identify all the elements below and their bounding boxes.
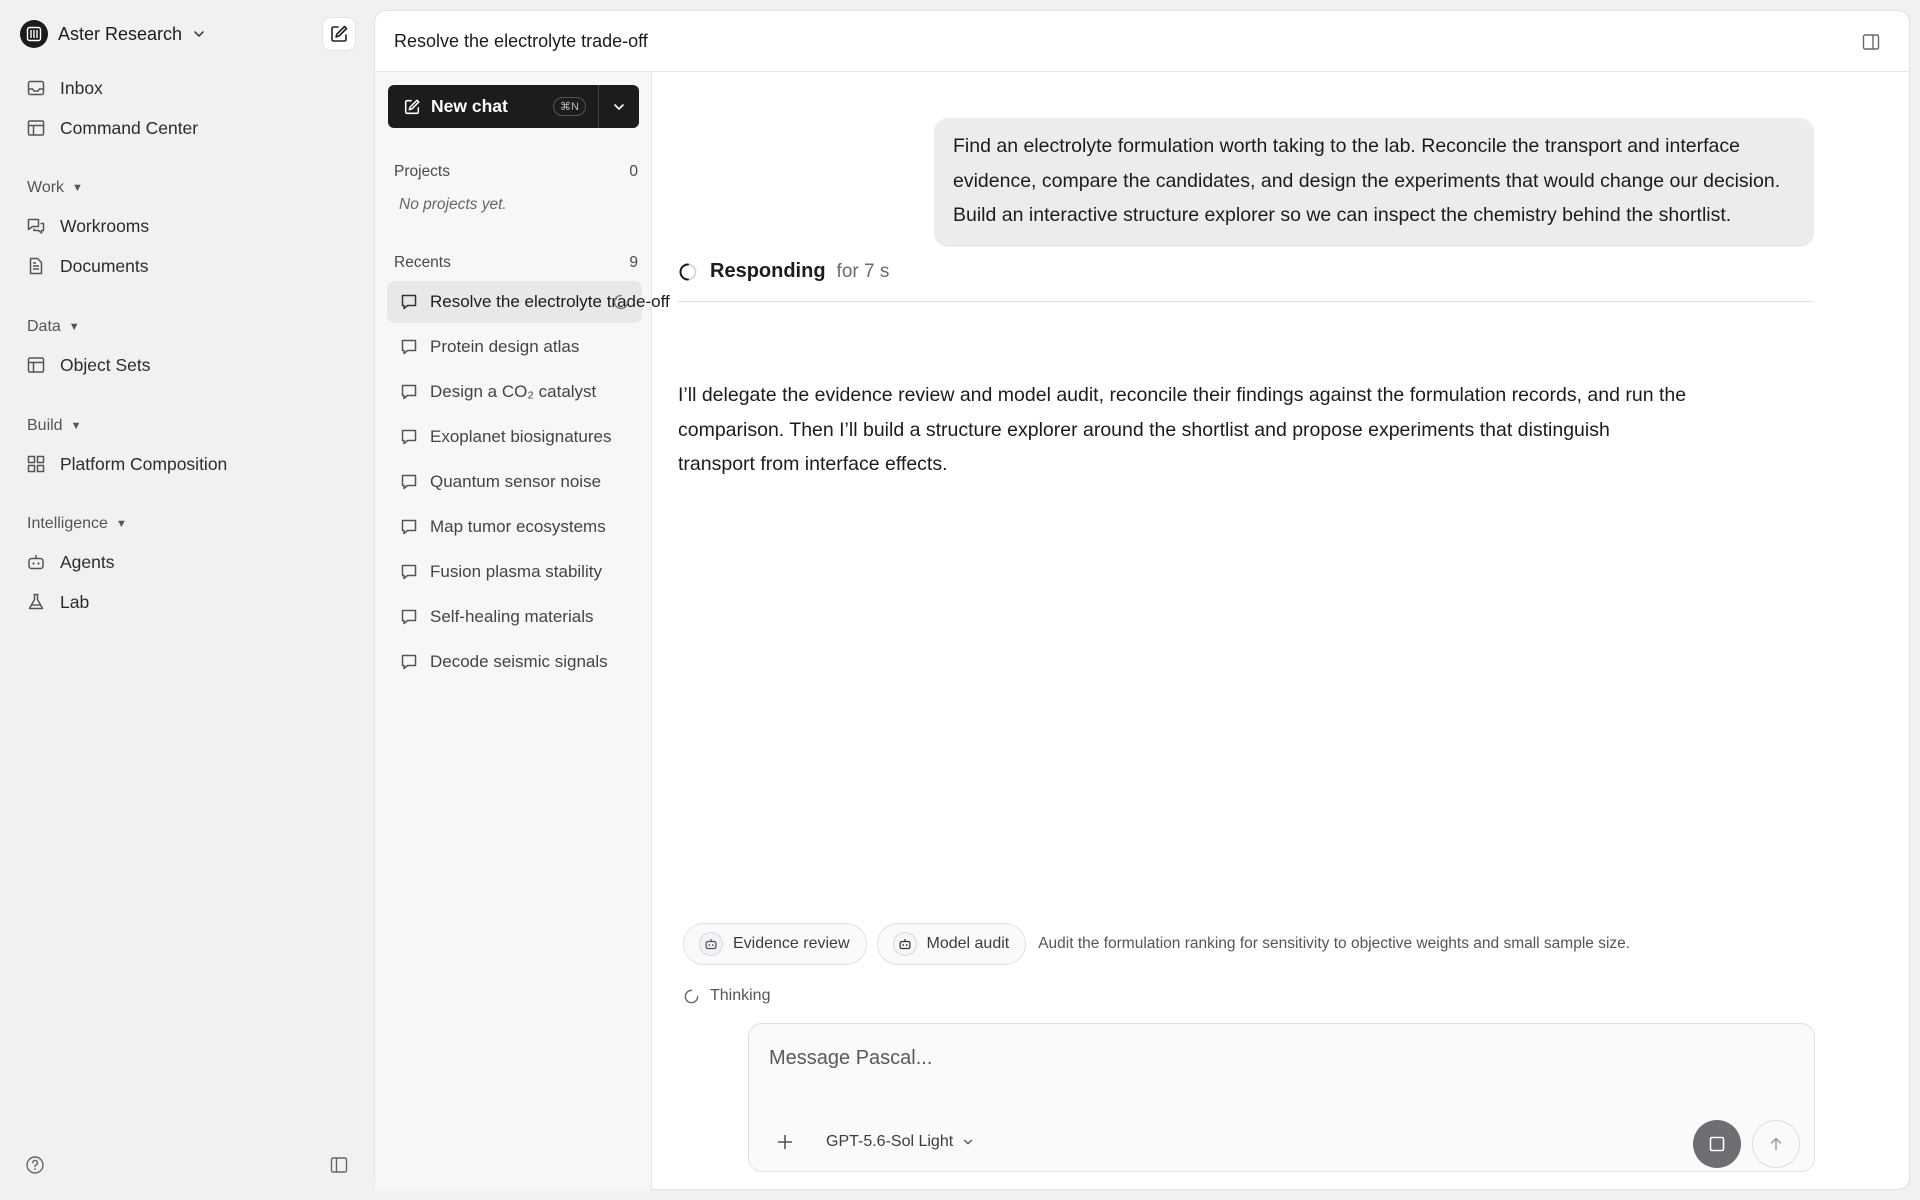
chat-bubble-icon (400, 383, 418, 401)
new-chat-label: New chat (431, 96, 508, 116)
arrow-up-icon (1768, 1136, 1784, 1152)
main-panel (374, 10, 1910, 1190)
thinking-label: Thinking (710, 987, 771, 1004)
chat-bubble-icon (400, 518, 418, 536)
loading-spinner-icon (683, 988, 700, 1005)
chat-bubble-icon (400, 428, 418, 446)
recent-chat-label: Quantum sensor noise (430, 472, 602, 491)
sidebar-item-inbox[interactable] (26, 73, 103, 103)
inbox-icon (26, 78, 46, 98)
sidebar-item-label: Object Sets (60, 354, 151, 375)
projects-empty-note: No projects yet. (399, 196, 507, 213)
status-label: Responding (710, 260, 826, 282)
chat-bubbles-icon (26, 216, 46, 236)
workspace-switcher[interactable] (20, 20, 206, 48)
chat-list-panel (375, 72, 670, 1191)
page-title: Resolve the electrolyte trade-off (394, 31, 648, 51)
section-toggle-data[interactable] (27, 316, 80, 338)
toggle-right-panel-button[interactable] (1858, 29, 1884, 55)
chevron-down-icon (612, 100, 626, 114)
recent-chat-item[interactable] (387, 461, 642, 503)
recent-chat-item[interactable] (387, 641, 642, 683)
sidebar-item-documents[interactable] (26, 251, 149, 281)
recent-chat-label: Design a CO₂ catalyst (430, 382, 597, 401)
agent-chip-label: Evidence review (733, 935, 850, 952)
add-attachment-button[interactable] (773, 1130, 797, 1154)
chevron-down-icon (192, 27, 206, 41)
recents-label: Recents (394, 254, 451, 271)
sidebar-item-object-sets[interactable] (26, 350, 150, 380)
robot-icon (699, 932, 723, 956)
chat-bubble-icon (400, 608, 418, 626)
caret-down-icon: ▼ (115, 518, 127, 530)
sidebar-item-platform-composition[interactable] (26, 449, 227, 479)
shortcut-badge: ⌘N (553, 97, 586, 116)
document-icon (26, 256, 46, 276)
stop-generation-button[interactable] (1693, 1120, 1741, 1168)
flask-icon (26, 592, 46, 612)
sidebar-item-agents[interactable] (26, 547, 114, 577)
collapse-sidebar-icon[interactable] (327, 1153, 351, 1177)
recent-chat-label: Exoplanet biosignatures (430, 427, 612, 446)
recent-chat-item[interactable] (387, 596, 642, 638)
recent-chat-label: Fusion plasma stability (430, 562, 602, 581)
section-toggle-build[interactable] (27, 415, 81, 437)
recent-chat-label: Protein design atlas (430, 337, 580, 356)
layout-icon (26, 118, 46, 138)
caret-down-icon: ▼ (72, 182, 83, 194)
sidebar-item-command-center[interactable] (26, 113, 198, 143)
projects-count: 0 (629, 163, 638, 180)
new-chat-options-button[interactable] (599, 85, 639, 128)
recents-count: 9 (629, 254, 638, 271)
recents-heading (394, 254, 638, 272)
response-status (678, 256, 1814, 302)
robot-icon (26, 552, 46, 572)
sidebar-item-label: Agents (60, 551, 115, 572)
sidebar-item-label: Workrooms (60, 215, 150, 236)
send-button[interactable] (1752, 1120, 1800, 1168)
recent-chat-item[interactable] (387, 371, 642, 413)
section-label: Build (27, 417, 63, 434)
agent-task-description: Audit the formulation ranking for sensitivity to objective weights and small sample size. (1038, 935, 1631, 952)
recent-chat-label: Map tumor ecosystems (430, 517, 606, 536)
chat-bubble-icon (400, 293, 418, 311)
workspace-name: Aster Research (58, 23, 183, 44)
section-toggle-intelligence[interactable] (27, 513, 127, 535)
message-composer (748, 1023, 1815, 1172)
conversation-header (375, 11, 1909, 72)
sidebar-item-workrooms[interactable] (26, 211, 149, 241)
new-chat-button[interactable] (388, 85, 598, 128)
caret-down-icon: ▼ (68, 321, 80, 333)
sidebar-item-label: Platform Composition (60, 453, 228, 474)
assistant-message: I’ll delegate the evidence review and model audit, reconcile their findings against the formulation records, and run the comparison. Then I’ll build a structure explorer around the shortlist and propose experiments that distinguish transport from interface effects. (678, 384, 1687, 475)
brand-logo-icon (20, 20, 48, 48)
chat-bubble-icon (400, 338, 418, 356)
progress-ring-icon (678, 262, 698, 282)
recent-chat-item[interactable] (387, 326, 642, 368)
table-icon (26, 355, 46, 375)
left-sidebar (0, 0, 374, 1200)
section-label: Intelligence (27, 515, 108, 532)
grid-icon (26, 454, 46, 474)
help-icon[interactable] (23, 1153, 47, 1177)
chat-bubble-icon (400, 563, 418, 581)
robot-icon (893, 932, 917, 956)
sidebar-item-lab[interactable] (26, 587, 89, 617)
thinking-indicator (683, 987, 770, 1005)
panel-right-icon (1862, 33, 1880, 51)
agent-chip-evidence-review[interactable] (683, 923, 867, 965)
compose-button[interactable] (323, 18, 355, 50)
recent-chat-label: Self-healing materials (430, 607, 594, 626)
agent-chip-label: Model audit (926, 935, 1010, 952)
user-message: Find an electrolyte formulation worth taking to the lab. Reconcile the transport and interface evidence, compare the candidates, and design the experiments that would change our decision. Build an interactive structure explorer so we can inspect the chemistry behind the shortlist. (934, 118, 1814, 247)
caret-down-icon: ▼ (70, 420, 82, 432)
section-label: Data (27, 318, 61, 335)
agent-chip-model-audit[interactable] (877, 923, 1027, 965)
projects-heading (394, 163, 638, 181)
recent-chat-item[interactable] (387, 281, 670, 323)
message-input[interactable] (769, 1040, 1769, 1076)
compose-icon (403, 98, 421, 116)
stop-icon (1708, 1135, 1726, 1153)
sidebar-item-label: Documents (60, 255, 149, 276)
projects-label: Projects (394, 163, 450, 180)
status-duration: for 7 s (836, 260, 890, 282)
recent-chat-item[interactable] (387, 551, 642, 593)
recent-chat-label: Decode seismic signals (430, 652, 608, 671)
section-toggle-work[interactable] (27, 177, 83, 199)
plus-icon (776, 1133, 794, 1151)
chat-bubble-icon (400, 653, 418, 671)
chat-bubble-icon (400, 473, 418, 491)
model-name: GPT-5.6-Sol Light (826, 1133, 954, 1150)
section-label: Work (27, 179, 65, 196)
agent-activity (683, 923, 1630, 965)
new-chat-control (388, 85, 639, 128)
recent-chat-item[interactable] (387, 506, 642, 548)
chevron-down-icon (962, 1136, 974, 1148)
sidebar-item-label: Lab (60, 591, 90, 612)
sidebar-item-label: Command Center (60, 117, 199, 138)
compose-icon (329, 24, 349, 44)
model-selector[interactable] (826, 1129, 974, 1155)
recent-chat-item[interactable] (387, 416, 642, 458)
recent-chat-label: Resolve the electrolyte trade-off (430, 292, 670, 311)
sidebar-item-label: Inbox (60, 77, 103, 98)
loading-spinner-icon (612, 293, 630, 311)
